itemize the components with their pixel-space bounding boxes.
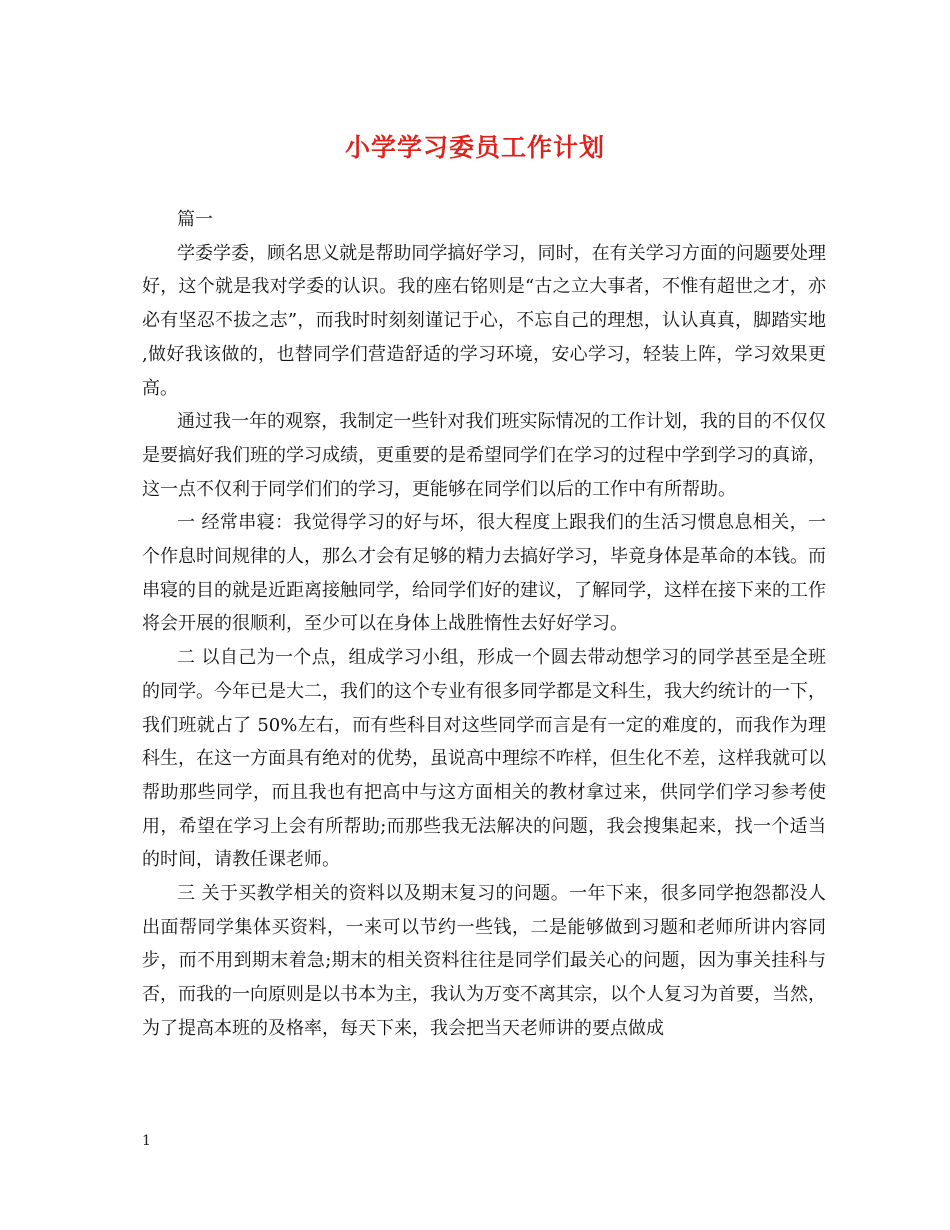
page-number: 1 <box>142 1133 151 1149</box>
body-paragraph: 学委学委，顾名思义就是帮助同学搞好学习，同时，在有关学习方面的问题要处理好，这个就是我对学委的认识。我的座右铭则是“古之立大事者，不惟有超世之才，亦必有坚忍不拔之志”，而我时时刻刻谨记于心，不忘自己的理想，认认真真，脚踏实地 ,做好我该做的，也替同学们营造舒适的学习环境，安心学习，轻装上阵，学习效果更高。 <box>142 242 826 399</box>
document-body <box>142 203 826 1046</box>
body-paragraph: 二 以自己为一个点，组成学习小组，形成一个圆去带动想学习的同学甚至是全班的同学。今年已是大二，我们的这个专业有很多同学都是文科生，我大约统计的一下，我们班就占了 50%左右，而有些科目对这些同学而言是有一定的难度的，而我作为理科生，在这一方面具有绝对的优势，虽说高中理综不咋样，但生化不差，这样我就可以帮助那些同学，而且我也有把高中与这方面相关的教材拿过来，供同学们学习参考使用，希望在学习上会有所帮助;而那些我无法解决的问题，我会搜集起来，找一个适当的时间，请教任课老师。 <box>142 647 826 871</box>
document-title: 小学学习委员工作计划 <box>344 133 605 162</box>
body-paragraph: 三 关于买教学相关的资料以及期末复习的问题。一年下来，很多同学抱怨都没人出面帮同学集体买资料，一来可以节约一些钱，二是能够做到习题和老师所讲内容同步，而不用到期末着急;期末的相关资料往往是同学们最关心的问题，因为事关挂科与否，而我的一向原则是以书本为主，我认为万变不离其宗，以个人复习为首要，当然，为了提高本班的及格率，每天下来，我会把当天老师讲的要点做成 <box>142 883 826 1039</box>
body-paragraph: 通过我一年的观察，我制定一些针对我们班实际情况的工作计划，我的目的不仅仅是要搞好我们班的学习成绩，更重要的是希望同学们在学习的过程中学到学习的真谛，这一点不仅利于同学们们的学习，更能够在同学们以后的工作中有所帮助。 <box>142 411 826 500</box>
body-paragraph: 一 经常串寝：我觉得学习的好与坏，很大程度上跟我们的生活习惯息息相关，一个作息时间规律的人，那么才会有足够的精力去搞好学习，毕竟身体是革命的本钱。而串寝的目的就是近距离接触同学，给同学们好的建议，了解同学，这样在接下来的工作将会开展的很顺利，至少可以在身体上战胜惰性去好好学习。 <box>142 512 826 635</box>
section-label: 篇一 <box>177 209 213 230</box>
